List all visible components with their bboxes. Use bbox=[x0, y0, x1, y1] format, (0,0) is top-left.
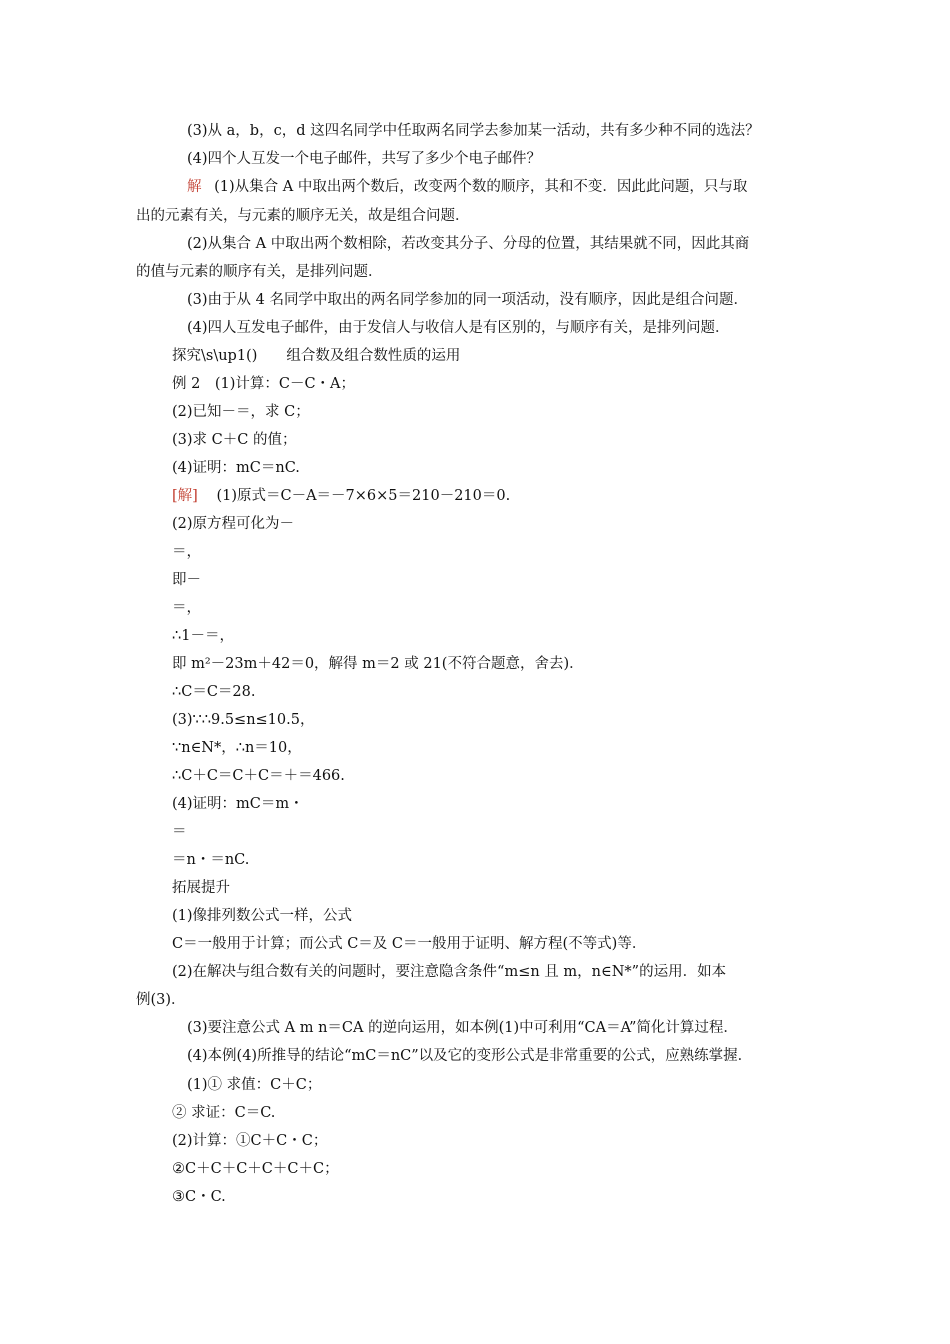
solution-part-3: (3)由于从 4 名同学中取出的两名同学参加的同一项活动，没有顺序，因此是组合问题． bbox=[187, 292, 748, 308]
question-4: (4)四个人互发一个电子邮件，共写了多少个电子邮件？ bbox=[187, 151, 542, 167]
extension-line: (3)要注意公式 A m n＝CA 的逆向运用，如本例(1)中可利用“CA＝A”简化计算过程． bbox=[187, 1020, 738, 1036]
extension-line: C＝一般用于计算；而公式 C＝及 C＝一般用于证明、解方程(不等式)等． bbox=[172, 936, 647, 952]
step-line: 即－ bbox=[172, 572, 201, 588]
step-line: ∴C＝C＝28. bbox=[172, 684, 256, 700]
section-heading: 探究\s\up1() 组合数及组合数性质的运用 bbox=[172, 348, 461, 364]
solution-part-2a: (2)从集合 A 中取出两个数相除，若改变其分子、分母的位置，其结果就不同，因此其商 bbox=[187, 236, 750, 252]
step-line: ＝n・＝nC. bbox=[172, 852, 250, 868]
exercise-line: (2)计算：①C＋C・C； bbox=[172, 1133, 328, 1149]
step-line: 即 m²－23m＋42＝0，解得 m＝2 或 21(不符合题意，舍去)． bbox=[172, 656, 584, 672]
question-3: (3)从 a，b，c，d 这四名同学中任取两名同学去参加某一活动，共有多少种不同的选法？ bbox=[187, 123, 760, 139]
step-line: (4)证明：mC＝m・ bbox=[172, 796, 304, 812]
extension-line: 例(3)． bbox=[136, 992, 186, 1008]
step-line: (3)∵∴9.5≤n≤10.5， bbox=[172, 712, 315, 728]
exercise-line: ②C＋C＋C＋C＋C＋C； bbox=[172, 1161, 339, 1177]
example-2-part-2: (2)已知－＝，求 C； bbox=[172, 404, 310, 420]
solution-text: (1)从集合 A 中取出两个数后，改变两个数的顺序，其和不变．因此此问题，只与取 bbox=[214, 179, 748, 195]
solution-2-text: (1)原式＝C－A＝－7×6×5＝210－210＝0. bbox=[216, 488, 511, 504]
exercise-line: (1)① 求值：C＋C； bbox=[187, 1077, 322, 1093]
extension-heading: 拓展提升 bbox=[172, 880, 230, 896]
step-line: ∵n∈N*，∴n＝10， bbox=[172, 740, 302, 756]
step-line: ＝， bbox=[172, 544, 201, 560]
example-2-part-4: (4)证明：mC＝nC. bbox=[172, 460, 300, 476]
step-line: (2)原方程可化为－ bbox=[172, 516, 295, 532]
example-2-part-3: (3)求 C＋C 的值； bbox=[172, 432, 297, 448]
exercise-line: ② 求证：C＝C. bbox=[172, 1105, 276, 1121]
solution-line-1 bbox=[187, 177, 827, 197]
solution-2-label: [解] bbox=[172, 488, 198, 504]
solution-part-2b: 的值与元素的顺序有关，是排列问题． bbox=[136, 264, 383, 280]
extension-line: (1)像排列数公式一样，公式 bbox=[172, 908, 353, 924]
step-line: ＝ bbox=[172, 824, 187, 840]
step-line: ∴C＋C＝C＋C＝＋＝466. bbox=[172, 768, 345, 784]
step-line: ＝， bbox=[172, 600, 201, 616]
exercise-line: ③C・C. bbox=[172, 1189, 226, 1205]
example-2: 例 2 (1)计算：C－C・A； bbox=[172, 376, 356, 392]
solution-2-line-1 bbox=[172, 486, 812, 506]
solution-part-4: (4)四人互发电子邮件，由于发信人与收信人是有区别的，与顺序有关，是排列问题． bbox=[187, 320, 730, 336]
extension-line: (4)本例(4)所推导的结论“mC＝nC”以及它的变形公式是非常重要的公式，应熟练掌握． bbox=[187, 1048, 753, 1064]
solution-line-2: 出的元素有关，与元素的顺序无关，故是组合问题． bbox=[136, 208, 470, 224]
extension-line: (2)在解决与组合数有关的问题时，要注意隐含条件“m≤n 且 m，n∈N*”的运用．如本 bbox=[172, 964, 727, 980]
step-line: ∴1－＝， bbox=[172, 628, 234, 644]
solution-label: 解 bbox=[187, 179, 202, 195]
